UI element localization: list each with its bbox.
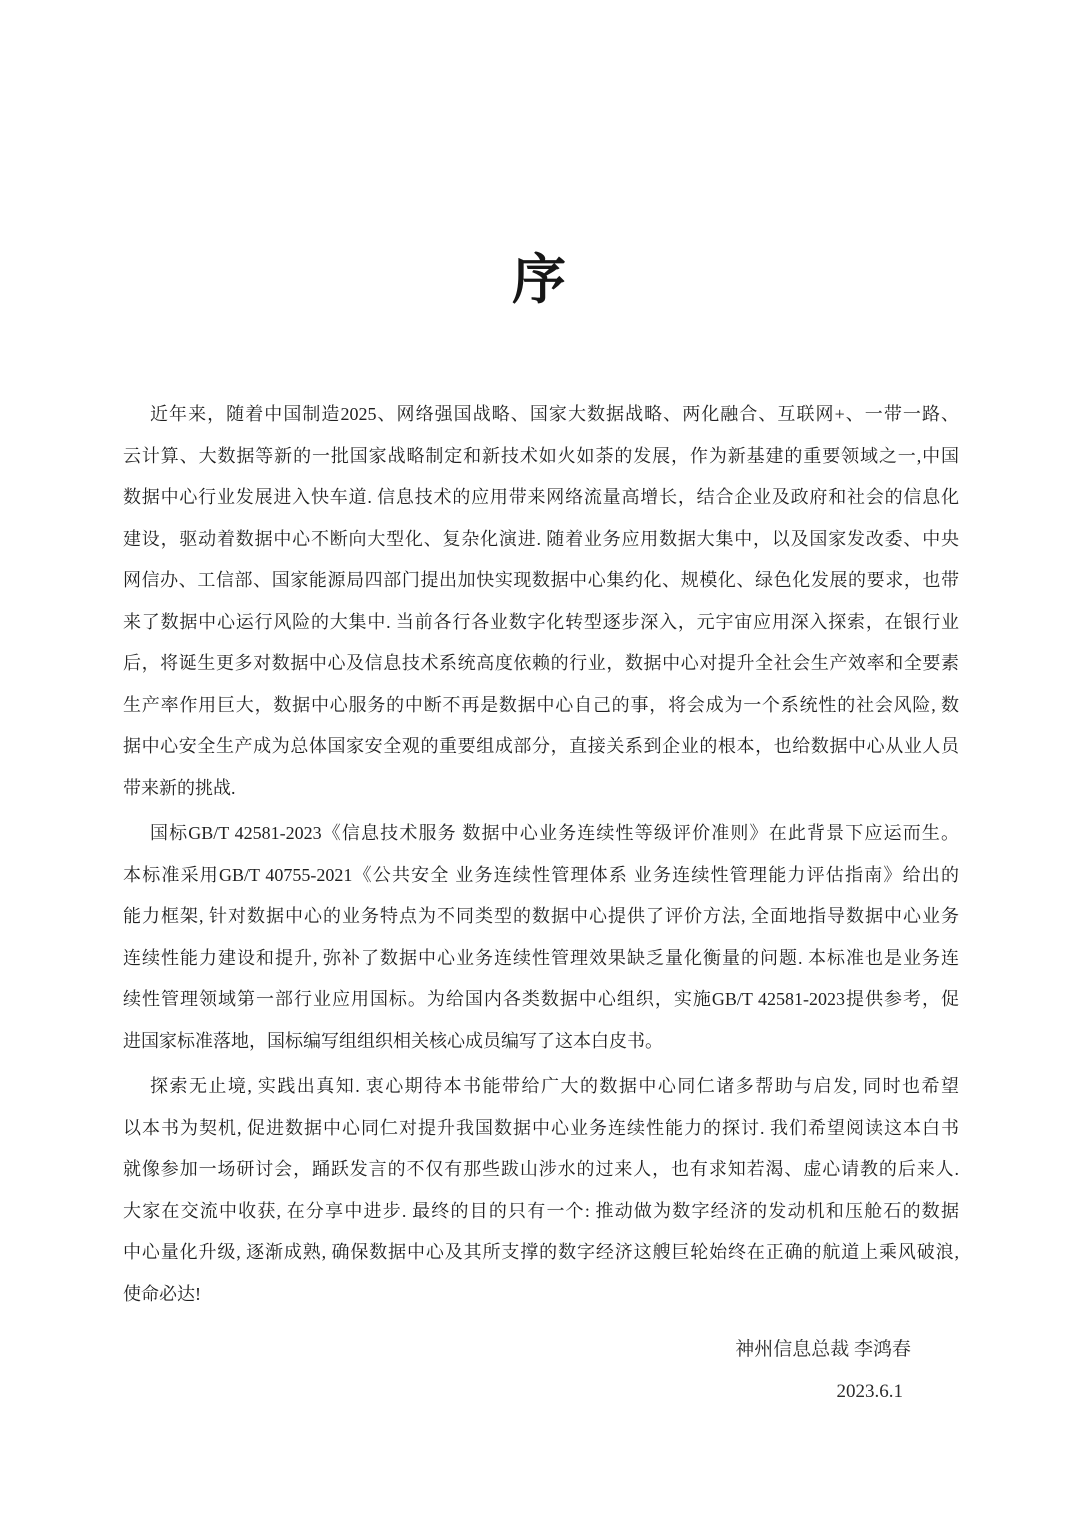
text-line: 进国家标准落地，国标编写组组织相关核心成员编写了这本白皮书。: [123, 1030, 663, 1051]
text-line: 带来新的挑战.: [123, 777, 236, 798]
text-line: 国标GB/T 42581-2023《信息技术服务 数据中心业务连续性等级评价准则》在此背景下应运而生。: [150, 823, 959, 843]
text-line: 云计算、大数据等新的一批国家战略制定和新技术如火如荼的发展，作为新基建的重要领域之一,中国: [123, 445, 959, 466]
text-line: 本标准采用GB/T 40755-2021《公共安全 业务连续性管理体系 业务连续性管理能力评估指南》给出的: [123, 864, 959, 885]
paragraph: [123, 1066, 959, 1315]
signature-line: 神州信息总裁 李鸿春: [735, 1339, 911, 1360]
page-title: 序: [512, 250, 568, 310]
text-line: 连续性能力建设和提升, 弥补了数据中心业务连续性管理效果缺乏量化衡量的问题. 本标准也是业务连: [123, 947, 959, 968]
text-line: 数据中心行业发展进入快车道. 信息技术的应用带来网络流量高增长，结合企业及政府和社会的信息化: [123, 487, 959, 507]
text-line: 探索无止境, 实践出真知. 衷心期待本书能带给广大的数据中心同仁诸多帮助与启发, 同时也希望: [150, 1076, 959, 1096]
text-line: 以本书为契机, 促进数据中心同仁对提升我国数据中心业务连续性能力的探讨. 我们希望阅读这本白书: [123, 1117, 959, 1138]
text-line: 近年来，随着中国制造2025、网络强国战略、国家大数据战略、两化融合、互联网+、一带一路、: [150, 404, 959, 424]
paragraph: [123, 813, 959, 1062]
text-line: 就像参加一场研讨会，踊跃发言的不仅有那些跋山涉水的过来人，也有求知若渴、虚心请教的后来人.: [123, 1159, 959, 1179]
text-line: 来了数据中心运行风险的大集中. 当前各行各业数字化转型逐步深入，元宇宙应用深入探索，在银行业: [123, 611, 959, 632]
text-line: 建设，驱动着数据中心不断向大型化、复杂化演进. 随着业务应用数据大集中，以及国家发改委、中央: [123, 528, 959, 549]
text-line: 后，将诞生更多对数据中心及信息技术系统高度依赖的行业，数据中心对提升全社会生产效率和全要素: [123, 653, 959, 673]
paragraphs: [123, 394, 959, 1315]
document-body: [123, 394, 959, 1412]
text-line: 中心量化升级, 逐渐成熟, 确保数据中心及其所支撑的数字经济这艘巨轮始终在正确的航道上乘风破浪,: [123, 1242, 959, 1262]
text-line: 续性管理领域第一部行业应用国标。为给国内各类数据中心组织，实施GB/T 42581-2023提供参考，促: [123, 989, 959, 1009]
text-line: 据中心安全生产成为总体国家安全观的重要组成部分，直接关系到企业的根本，也给数据中心从业人员: [123, 736, 959, 756]
paragraph: [123, 394, 959, 809]
text-line: 能力框架, 针对数据中心的业务特点为不同类型的数据中心提供了评价方法, 全面地指导数据中心业务: [123, 906, 959, 926]
text-line: 网信办、工信部、国家能源局四部门提出加快实现数据中心集约化、规模化、绿色化发展的要求，也带: [123, 570, 959, 590]
text-line: 使命必达!: [123, 1283, 201, 1304]
text-line: 大家在交流中收获, 在分享中进步. 最终的目的只有一个: 推动做为数字经济的发动机和压舱石的数据: [123, 1200, 959, 1221]
date-line: 2023.6.1: [836, 1380, 903, 1402]
text-line: 生产率作用巨大，数据中心服务的中断不再是数据中心自己的事，将会成为一个系统性的社会风险, 数: [123, 694, 959, 715]
